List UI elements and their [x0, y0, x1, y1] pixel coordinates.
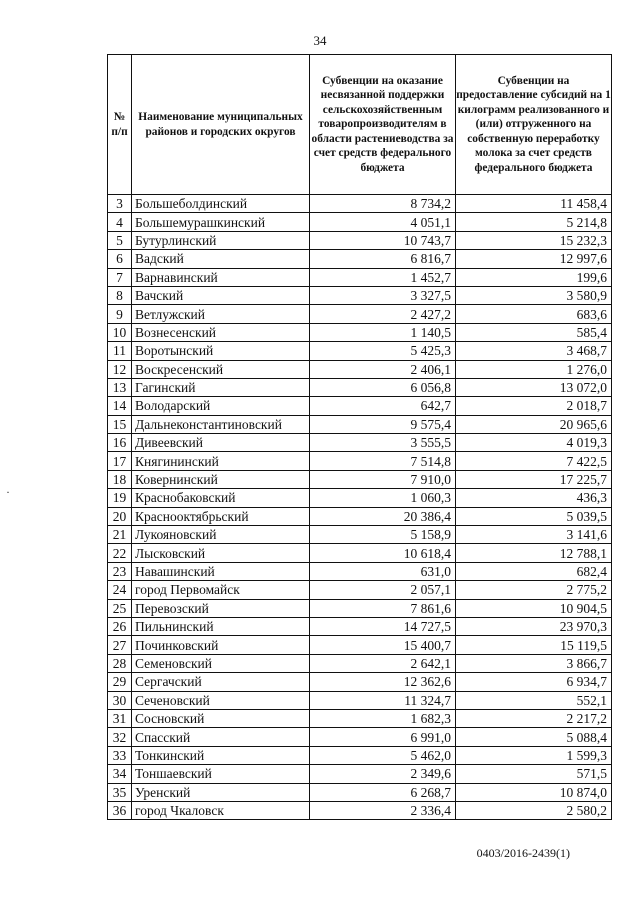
municipality-name: город Первомайск [132, 581, 310, 599]
row-number: 30 [108, 691, 132, 709]
row-number: 12 [108, 360, 132, 378]
milk-subsidy-value: 1 599,3 [456, 746, 612, 764]
header-milk-subsidy: Субвенции на предоставление субсидий на 1 килограмм реализованного и (или) отгруженного на собственную переработку молока за счет средств федерального бюджета [456, 55, 612, 195]
table-row [108, 691, 612, 709]
crop-subsidy-value: 1 452,7 [310, 268, 456, 286]
row-number: 17 [108, 452, 132, 470]
table-row [108, 305, 612, 323]
row-number: 36 [108, 801, 132, 819]
milk-subsidy-value: 10 904,5 [456, 599, 612, 617]
row-number: 16 [108, 434, 132, 452]
municipality-name: Вадский [132, 250, 310, 268]
crop-subsidy-value: 14 727,5 [310, 617, 456, 635]
row-number: 24 [108, 581, 132, 599]
municipality-name: Варнавинский [132, 268, 310, 286]
scan-edge-mark: · [6, 485, 10, 499]
row-number: 13 [108, 378, 132, 396]
table-row [108, 709, 612, 727]
milk-subsidy-value: 6 934,7 [456, 673, 612, 691]
municipality-name: Пильнинский [132, 617, 310, 635]
table-row [108, 250, 612, 268]
municipality-name: Ветлужский [132, 305, 310, 323]
milk-subsidy-value: 4 019,3 [456, 434, 612, 452]
municipality-name: Тонкинский [132, 746, 310, 764]
crop-subsidy-value: 3 327,5 [310, 286, 456, 304]
milk-subsidy-value: 12 788,1 [456, 544, 612, 562]
header-number: № п/п [108, 55, 132, 195]
milk-subsidy-value: 3 866,7 [456, 654, 612, 672]
table-row [108, 599, 612, 617]
milk-subsidy-value: 3 468,7 [456, 342, 612, 360]
milk-subsidy-value: 13 072,0 [456, 378, 612, 396]
crop-subsidy-value: 3 555,5 [310, 434, 456, 452]
milk-subsidy-value: 5 214,8 [456, 213, 612, 231]
row-number: 7 [108, 268, 132, 286]
row-number: 35 [108, 783, 132, 801]
municipality-name: Перевозский [132, 599, 310, 617]
municipality-name: Бутурлинский [132, 231, 310, 249]
municipality-name: Гагинский [132, 378, 310, 396]
row-number: 20 [108, 507, 132, 525]
crop-subsidy-value: 2 057,1 [310, 581, 456, 599]
crop-subsidy-value: 5 158,9 [310, 526, 456, 544]
milk-subsidy-value: 683,6 [456, 305, 612, 323]
crop-subsidy-value: 7 514,8 [310, 452, 456, 470]
table-row [108, 378, 612, 396]
row-number: 22 [108, 544, 132, 562]
row-number: 8 [108, 286, 132, 304]
crop-subsidy-value: 1 060,3 [310, 489, 456, 507]
milk-subsidy-value: 15 119,5 [456, 636, 612, 654]
table-row [108, 562, 612, 580]
municipality-name: Большеболдинский [132, 195, 310, 213]
row-number: 3 [108, 195, 132, 213]
municipality-name: Починковский [132, 636, 310, 654]
municipality-name: Большемурашкинский [132, 213, 310, 231]
crop-subsidy-value: 20 386,4 [310, 507, 456, 525]
milk-subsidy-value: 11 458,4 [456, 195, 612, 213]
municipality-name: Семеновский [132, 654, 310, 672]
municipality-name: Ковернинский [132, 470, 310, 488]
crop-subsidy-value: 631,0 [310, 562, 456, 580]
municipality-name: Навашинский [132, 562, 310, 580]
crop-subsidy-value: 4 051,1 [310, 213, 456, 231]
row-number: 4 [108, 213, 132, 231]
table-row [108, 728, 612, 746]
crop-subsidy-value: 15 400,7 [310, 636, 456, 654]
table-row [108, 489, 612, 507]
municipality-name: Лысковский [132, 544, 310, 562]
milk-subsidy-value: 15 232,3 [456, 231, 612, 249]
table-row [108, 581, 612, 599]
table-row [108, 213, 612, 231]
crop-subsidy-value: 8 734,2 [310, 195, 456, 213]
milk-subsidy-value: 199,6 [456, 268, 612, 286]
milk-subsidy-value: 5 039,5 [456, 507, 612, 525]
row-number: 27 [108, 636, 132, 654]
milk-subsidy-value: 3 141,6 [456, 526, 612, 544]
crop-subsidy-value: 2 427,2 [310, 305, 456, 323]
row-number: 29 [108, 673, 132, 691]
page-number: 34 [313, 33, 327, 48]
table-row [108, 636, 612, 654]
table-row [108, 526, 612, 544]
milk-subsidy-value: 17 225,7 [456, 470, 612, 488]
milk-subsidy-value: 585,4 [456, 323, 612, 341]
municipality-name: Спасский [132, 728, 310, 746]
municipality-name: Вачский [132, 286, 310, 304]
municipality-name: Воротынский [132, 342, 310, 360]
subsidy-table [107, 54, 612, 820]
table-row [108, 452, 612, 470]
municipality-name: Дивеевский [132, 434, 310, 452]
table-row [108, 268, 612, 286]
row-number: 6 [108, 250, 132, 268]
row-number: 23 [108, 562, 132, 580]
milk-subsidy-value: 5 088,4 [456, 728, 612, 746]
row-number: 26 [108, 617, 132, 635]
crop-subsidy-value: 6 056,8 [310, 378, 456, 396]
table-row [108, 286, 612, 304]
table-row [108, 673, 612, 691]
row-number: 5 [108, 231, 132, 249]
document-code: 0403/2016-2439(1) [476, 846, 570, 860]
municipality-name: город Чкаловск [132, 801, 310, 819]
municipality-name: Сергачский [132, 673, 310, 691]
header-municipality: Наименование муниципальных районов и городских округов [132, 55, 310, 195]
table-row [108, 654, 612, 672]
municipality-name: Дальнеконстантиновский [132, 415, 310, 433]
crop-subsidy-value: 2 349,6 [310, 765, 456, 783]
row-number: 21 [108, 526, 132, 544]
table-row [108, 415, 612, 433]
municipality-name: Вознесенский [132, 323, 310, 341]
table-row [108, 746, 612, 764]
table-row [108, 470, 612, 488]
row-number: 32 [108, 728, 132, 746]
crop-subsidy-value: 11 324,7 [310, 691, 456, 709]
milk-subsidy-value: 23 970,3 [456, 617, 612, 635]
crop-subsidy-value: 1 140,5 [310, 323, 456, 341]
table-row [108, 342, 612, 360]
table-row [108, 801, 612, 819]
row-number: 19 [108, 489, 132, 507]
milk-subsidy-value: 436,3 [456, 489, 612, 507]
row-number: 31 [108, 709, 132, 727]
row-number: 10 [108, 323, 132, 341]
milk-subsidy-value: 682,4 [456, 562, 612, 580]
milk-subsidy-value: 571,5 [456, 765, 612, 783]
milk-subsidy-value: 2 217,2 [456, 709, 612, 727]
header-crop-subsidy: Субвенции на оказание несвязанной поддержки сельскохозяйственным товаропроизводителям в области растениеводства за счет средств федерального бюджета [310, 55, 456, 195]
table-row [108, 507, 612, 525]
row-number: 15 [108, 415, 132, 433]
table-body [108, 195, 612, 820]
crop-subsidy-value: 7 861,6 [310, 599, 456, 617]
table-row [108, 434, 612, 452]
table-row [108, 397, 612, 415]
milk-subsidy-value: 1 276,0 [456, 360, 612, 378]
crop-subsidy-value: 10 618,4 [310, 544, 456, 562]
row-number: 34 [108, 765, 132, 783]
crop-subsidy-value: 2 642,1 [310, 654, 456, 672]
milk-subsidy-value: 20 965,6 [456, 415, 612, 433]
municipality-name: Тоншаевский [132, 765, 310, 783]
municipality-name: Воскресенский [132, 360, 310, 378]
table-row [108, 765, 612, 783]
crop-subsidy-value: 6 268,7 [310, 783, 456, 801]
table-row [108, 323, 612, 341]
crop-subsidy-value: 10 743,7 [310, 231, 456, 249]
milk-subsidy-value: 2 580,2 [456, 801, 612, 819]
municipality-name: Краснобаковский [132, 489, 310, 507]
municipality-name: Сосновский [132, 709, 310, 727]
row-number: 14 [108, 397, 132, 415]
row-number: 9 [108, 305, 132, 323]
milk-subsidy-value: 7 422,5 [456, 452, 612, 470]
crop-subsidy-value: 6 816,7 [310, 250, 456, 268]
table-header-row [108, 55, 612, 195]
crop-subsidy-value: 7 910,0 [310, 470, 456, 488]
row-number: 25 [108, 599, 132, 617]
municipality-name: Княгининский [132, 452, 310, 470]
milk-subsidy-value: 2 018,7 [456, 397, 612, 415]
table-row [108, 195, 612, 213]
crop-subsidy-value: 5 425,3 [310, 342, 456, 360]
crop-subsidy-value: 6 991,0 [310, 728, 456, 746]
table-row [108, 360, 612, 378]
milk-subsidy-value: 3 580,9 [456, 286, 612, 304]
table-row [108, 231, 612, 249]
row-number: 18 [108, 470, 132, 488]
milk-subsidy-value: 12 997,6 [456, 250, 612, 268]
municipality-name: Сеченовский [132, 691, 310, 709]
crop-subsidy-value: 642,7 [310, 397, 456, 415]
milk-subsidy-value: 552,1 [456, 691, 612, 709]
table-row [108, 783, 612, 801]
crop-subsidy-value: 2 336,4 [310, 801, 456, 819]
row-number: 33 [108, 746, 132, 764]
municipality-name: Володарский [132, 397, 310, 415]
milk-subsidy-value: 2 775,2 [456, 581, 612, 599]
crop-subsidy-value: 9 575,4 [310, 415, 456, 433]
table-row [108, 617, 612, 635]
crop-subsidy-value: 2 406,1 [310, 360, 456, 378]
table-row [108, 544, 612, 562]
municipality-name: Лукояновский [132, 526, 310, 544]
row-number: 28 [108, 654, 132, 672]
crop-subsidy-value: 12 362,6 [310, 673, 456, 691]
milk-subsidy-value: 10 874,0 [456, 783, 612, 801]
crop-subsidy-value: 5 462,0 [310, 746, 456, 764]
municipality-name: Уренский [132, 783, 310, 801]
municipality-name: Краснооктябрьский [132, 507, 310, 525]
row-number: 11 [108, 342, 132, 360]
crop-subsidy-value: 1 682,3 [310, 709, 456, 727]
